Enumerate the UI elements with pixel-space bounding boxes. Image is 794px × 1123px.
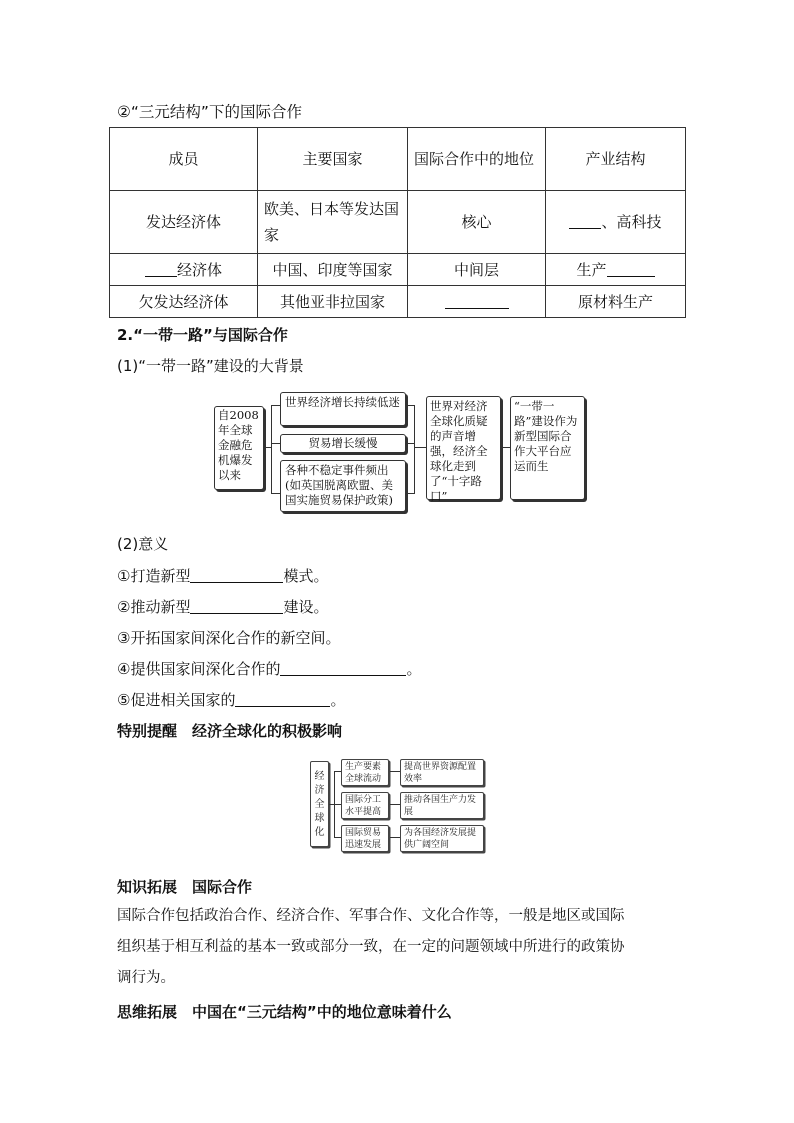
table-header: 主要国家	[258, 128, 408, 191]
meaning-item: ①打造新型 模式。	[117, 567, 329, 585]
table-header: 成员	[110, 128, 258, 191]
effect-box: 为各国经济发展提供广阔空间	[400, 825, 484, 852]
fill-blank[interactable]	[607, 260, 655, 277]
table-cell	[110, 254, 258, 286]
table-row	[110, 286, 686, 318]
connector	[334, 837, 341, 838]
subsection-2-title: (2)意义	[117, 535, 169, 553]
table-cell: 其他亚非拉国家	[258, 286, 408, 318]
connector	[407, 493, 415, 494]
flow-mid-box: 各种不稳定事件频出(如英国脱离欧盟、美国实施贸易保护政策)	[280, 460, 406, 512]
table-cell: 发达经济体	[110, 191, 258, 254]
table-header-row	[110, 128, 686, 191]
table-cell: 中国、印度等国家	[258, 254, 408, 286]
fill-blank[interactable]	[190, 566, 283, 583]
flow-mid-box: 贸易增长缓慢	[280, 434, 406, 453]
table-cell	[546, 254, 686, 286]
fill-blank[interactable]	[280, 659, 406, 676]
cause-box: 国际分工水平提高	[341, 792, 389, 819]
table-cell: 核心	[408, 191, 546, 254]
paragraph-line: 调行为。	[117, 970, 175, 986]
fill-blank[interactable]	[235, 690, 330, 707]
fill-blank[interactable]	[569, 212, 601, 229]
flow-start-box: 自2008年全球金融危机爆发以来	[214, 406, 264, 490]
meaning-item: ④提供国家间深化合作的 。	[117, 660, 422, 678]
section-2-title: 2.“一带一路”与国际合作	[117, 326, 288, 344]
knowledge-title: 知识拓展 国际合作	[117, 878, 253, 896]
connector	[334, 771, 341, 772]
connector	[414, 447, 426, 448]
connector	[501, 447, 510, 448]
subsection-1-title: (1)“一带一路”建设的大背景	[117, 357, 304, 375]
fill-blank[interactable]	[145, 260, 177, 277]
cell-text: 生产	[576, 260, 607, 279]
three-tier-table	[109, 127, 686, 318]
arrow-connector	[390, 837, 400, 838]
cell-text: 经济体	[176, 260, 222, 279]
arrow-connector	[390, 804, 400, 805]
table-cell: 原材料生产	[546, 286, 686, 318]
paragraph-line: 组织基于相互利益的基本一致或部分一致，在一定的问题领域中所进行的政策协	[117, 939, 625, 955]
flow-mid-box: 世界经济增长持续低迷	[280, 392, 406, 426]
meaning-item: ②推动新型 建设。	[117, 598, 329, 616]
connector	[271, 405, 280, 406]
connector	[407, 405, 415, 406]
table-header: 产业结构	[546, 128, 686, 191]
section-title: ②“三元结构”下的国际合作	[117, 103, 302, 121]
knowledge-paragraph	[117, 901, 677, 994]
connector	[334, 804, 341, 805]
meaning-item: ⑤促进相关国家的 。	[117, 691, 346, 709]
flow-result-box: 世界对经济全球化质疑的声音增强，经济全球化走到了“十字路口”	[426, 396, 501, 500]
table-cell: 中间层	[408, 254, 546, 286]
connector	[271, 405, 272, 494]
effect-box: 推动各国生产力发展	[400, 792, 484, 819]
table-cell: 欠发达经济体	[110, 286, 258, 318]
table-cell	[408, 286, 546, 318]
tip-title: 特别提醒 经济全球化的积极影响	[117, 722, 343, 740]
fill-blank[interactable]	[190, 597, 283, 614]
paragraph-line: 国际合作包括政治合作、经济合作、军事合作、文化合作等，一般是地区或国际	[117, 908, 625, 924]
fill-blank[interactable]	[445, 292, 509, 309]
table-row	[110, 254, 686, 286]
thinking-title: 思维拓展 中国在“三元结构”中的地位意味着什么	[117, 1003, 452, 1021]
connector	[271, 493, 280, 494]
connector	[407, 443, 415, 444]
globalization-root-box: 经济全球化	[310, 761, 329, 847]
effect-box: 提高世界资源配置效率	[400, 759, 484, 786]
connector	[414, 405, 415, 494]
arrow-connector	[390, 771, 400, 772]
connector	[271, 443, 280, 444]
cell-text: 、高科技	[601, 213, 662, 231]
meaning-item: ③开拓国家间深化合作的新空间。	[117, 629, 341, 647]
table-header: 国际合作中的地位	[408, 128, 546, 191]
flow-final-box: “一带一路”建设作为新型国际合作大平台应运而生	[510, 396, 585, 500]
cause-box: 国际贸易迅速发展	[341, 825, 389, 852]
table-row	[110, 191, 686, 254]
cause-box: 生产要素全球流动	[341, 759, 389, 786]
table-cell: 欧美、日本等发达国家	[258, 191, 408, 254]
table-cell	[546, 191, 686, 254]
